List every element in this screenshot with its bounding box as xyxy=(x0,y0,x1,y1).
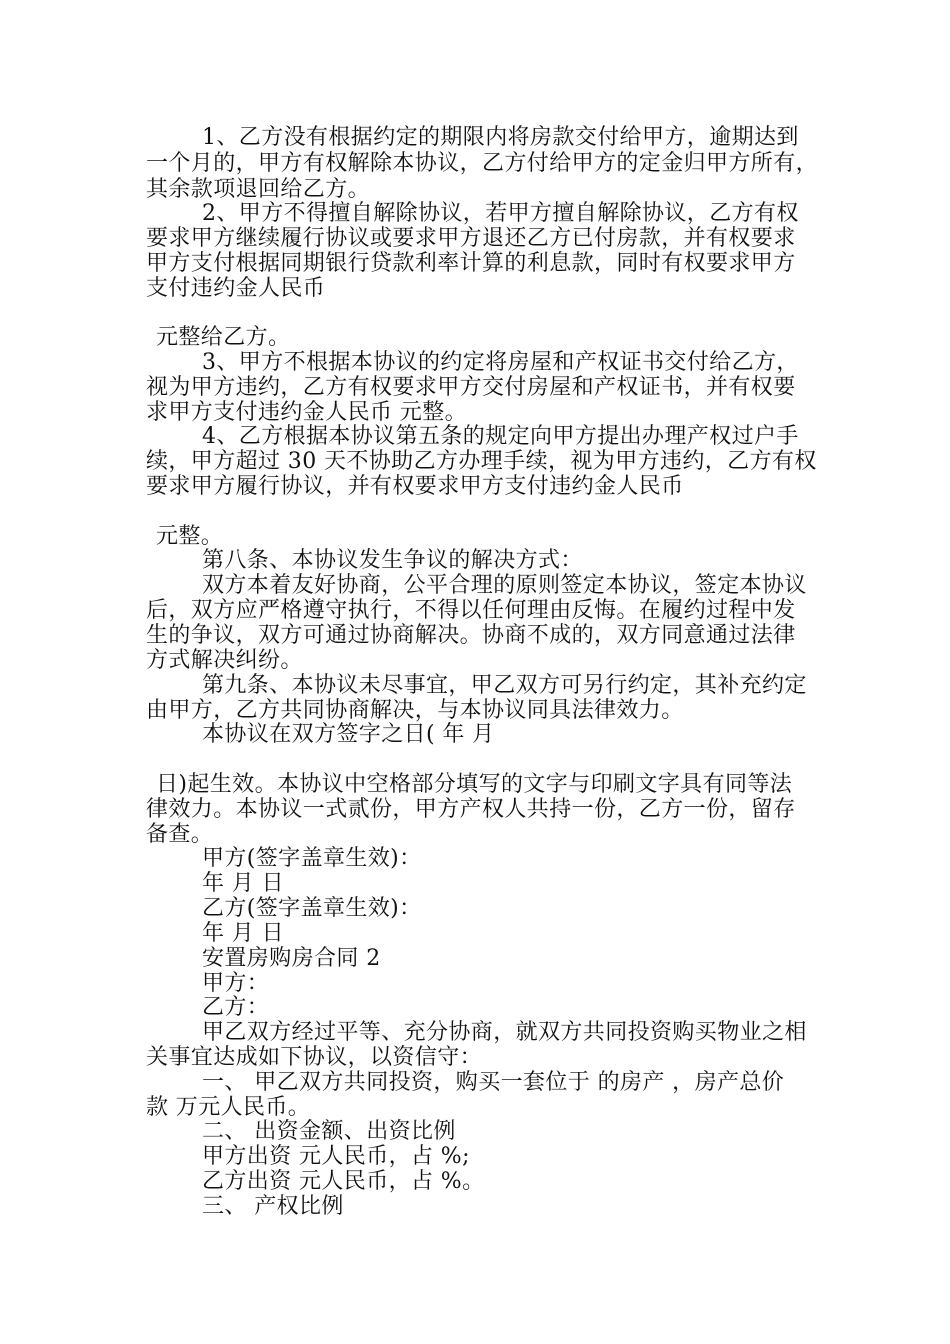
text-line: 视为甲方违约，乙方有权要求甲方交付房屋和产权证书，并有权要 xyxy=(146,375,796,400)
text-line: 生的争议，双方可通过协商解决。协商不成的，双方同意通过法律 xyxy=(146,623,796,648)
text-line: 安置房购房合同 2 xyxy=(202,946,381,971)
text-line: 日)起生效。本协议中空格部分填写的文字与印刷文字具有同等法 xyxy=(156,772,793,797)
text-line: 支付违约金人民币 xyxy=(146,276,326,301)
text-line: 二、 出资金额、出资比例 xyxy=(202,1119,456,1144)
text-line: 由甲方，乙方共同协商解决，与本协议同具法律效力。 xyxy=(146,698,684,723)
text-line: 乙方： xyxy=(202,995,270,1020)
text-line: 一、 甲乙双方共同投资，购买一套位于 的房产 ，房产总价 xyxy=(202,1070,785,1095)
text-line: 甲方： xyxy=(202,971,270,996)
text-line: 2、甲方不得擅自解除协议，若甲方擅自解除协议，乙方有权 xyxy=(202,201,799,226)
text-line: 款 万元人民币。 xyxy=(146,1095,311,1120)
text-line: 续，甲方超过 30 天不协助乙方办理手续，视为甲方违约，乙方有权 xyxy=(146,449,817,474)
text-line: 三、 产权比例 xyxy=(202,1194,344,1219)
text-line: 后，双方应严格遵守执行，不得以任何理由反悔。在履约过程中发 xyxy=(146,598,796,623)
text-line: 要求甲方继续履行协议或要求甲方退还乙方已付房款，并有权要求 xyxy=(146,226,796,251)
text-line: 一个月的，甲方有权解除本协议，乙方付给甲方的定金归甲方所有， xyxy=(146,151,819,176)
text-line: 元整。 xyxy=(156,524,224,549)
text-line: 3、甲方不根据本协议的约定将房屋和产权证书交付给乙方， xyxy=(202,350,799,375)
text-line: 1、乙方没有根据约定的期限内将房款交付给甲方，逾期达到 xyxy=(202,125,799,150)
text-line: 其余款项退回给乙方。 xyxy=(146,177,371,202)
text-line: 备查。 xyxy=(146,822,214,847)
text-line: 4、乙方根据本协议第五条的规定向甲方提出办理产权过户手 xyxy=(202,424,799,449)
text-line: 甲乙双方经过平等、充分协商，就双方共同投资购买物业之相 xyxy=(202,1020,807,1045)
text-line: 乙方(签字盖章生效)： xyxy=(202,896,422,921)
text-line: 双方本着友好协商，公平合理的原则签定本协议，签定本协议 xyxy=(202,573,807,598)
text-line: 本协议在双方签字之日( 年 月 xyxy=(202,722,495,747)
text-line: 乙方出资 元人民币，占 %。 xyxy=(202,1169,485,1194)
text-line: 律效力。本协议一式贰份，甲方产权人共持一份，乙方一份，留存 xyxy=(146,797,796,822)
text-line: 要求甲方履行协议，并有权要求甲方支付违约金人民币 xyxy=(146,474,684,499)
text-line: 方式解决纠纷。 xyxy=(146,648,303,673)
text-line: 甲方支付根据同期银行贷款利率计算的利息款，同时有权要求甲方 xyxy=(146,251,796,276)
text-line: 年 月 日 xyxy=(202,871,284,896)
text-line: 第八条、本协议发生争议的解决方式： xyxy=(202,548,583,573)
text-line: 求甲方支付违约金人民币 元整。 xyxy=(146,400,467,425)
text-line: 元整给乙方。 xyxy=(156,325,291,350)
text-line: 甲方出资 元人民币，占 %; xyxy=(202,1144,470,1169)
text-line: 年 月 日 xyxy=(202,921,284,946)
text-line: 第九条、本协议未尽事宜，甲乙双方可另行约定，其补充约定 xyxy=(202,673,807,698)
text-line: 甲方(签字盖章生效)： xyxy=(202,846,422,871)
text-line: 关事宜达成如下协议，以资信守： xyxy=(146,1045,483,1070)
